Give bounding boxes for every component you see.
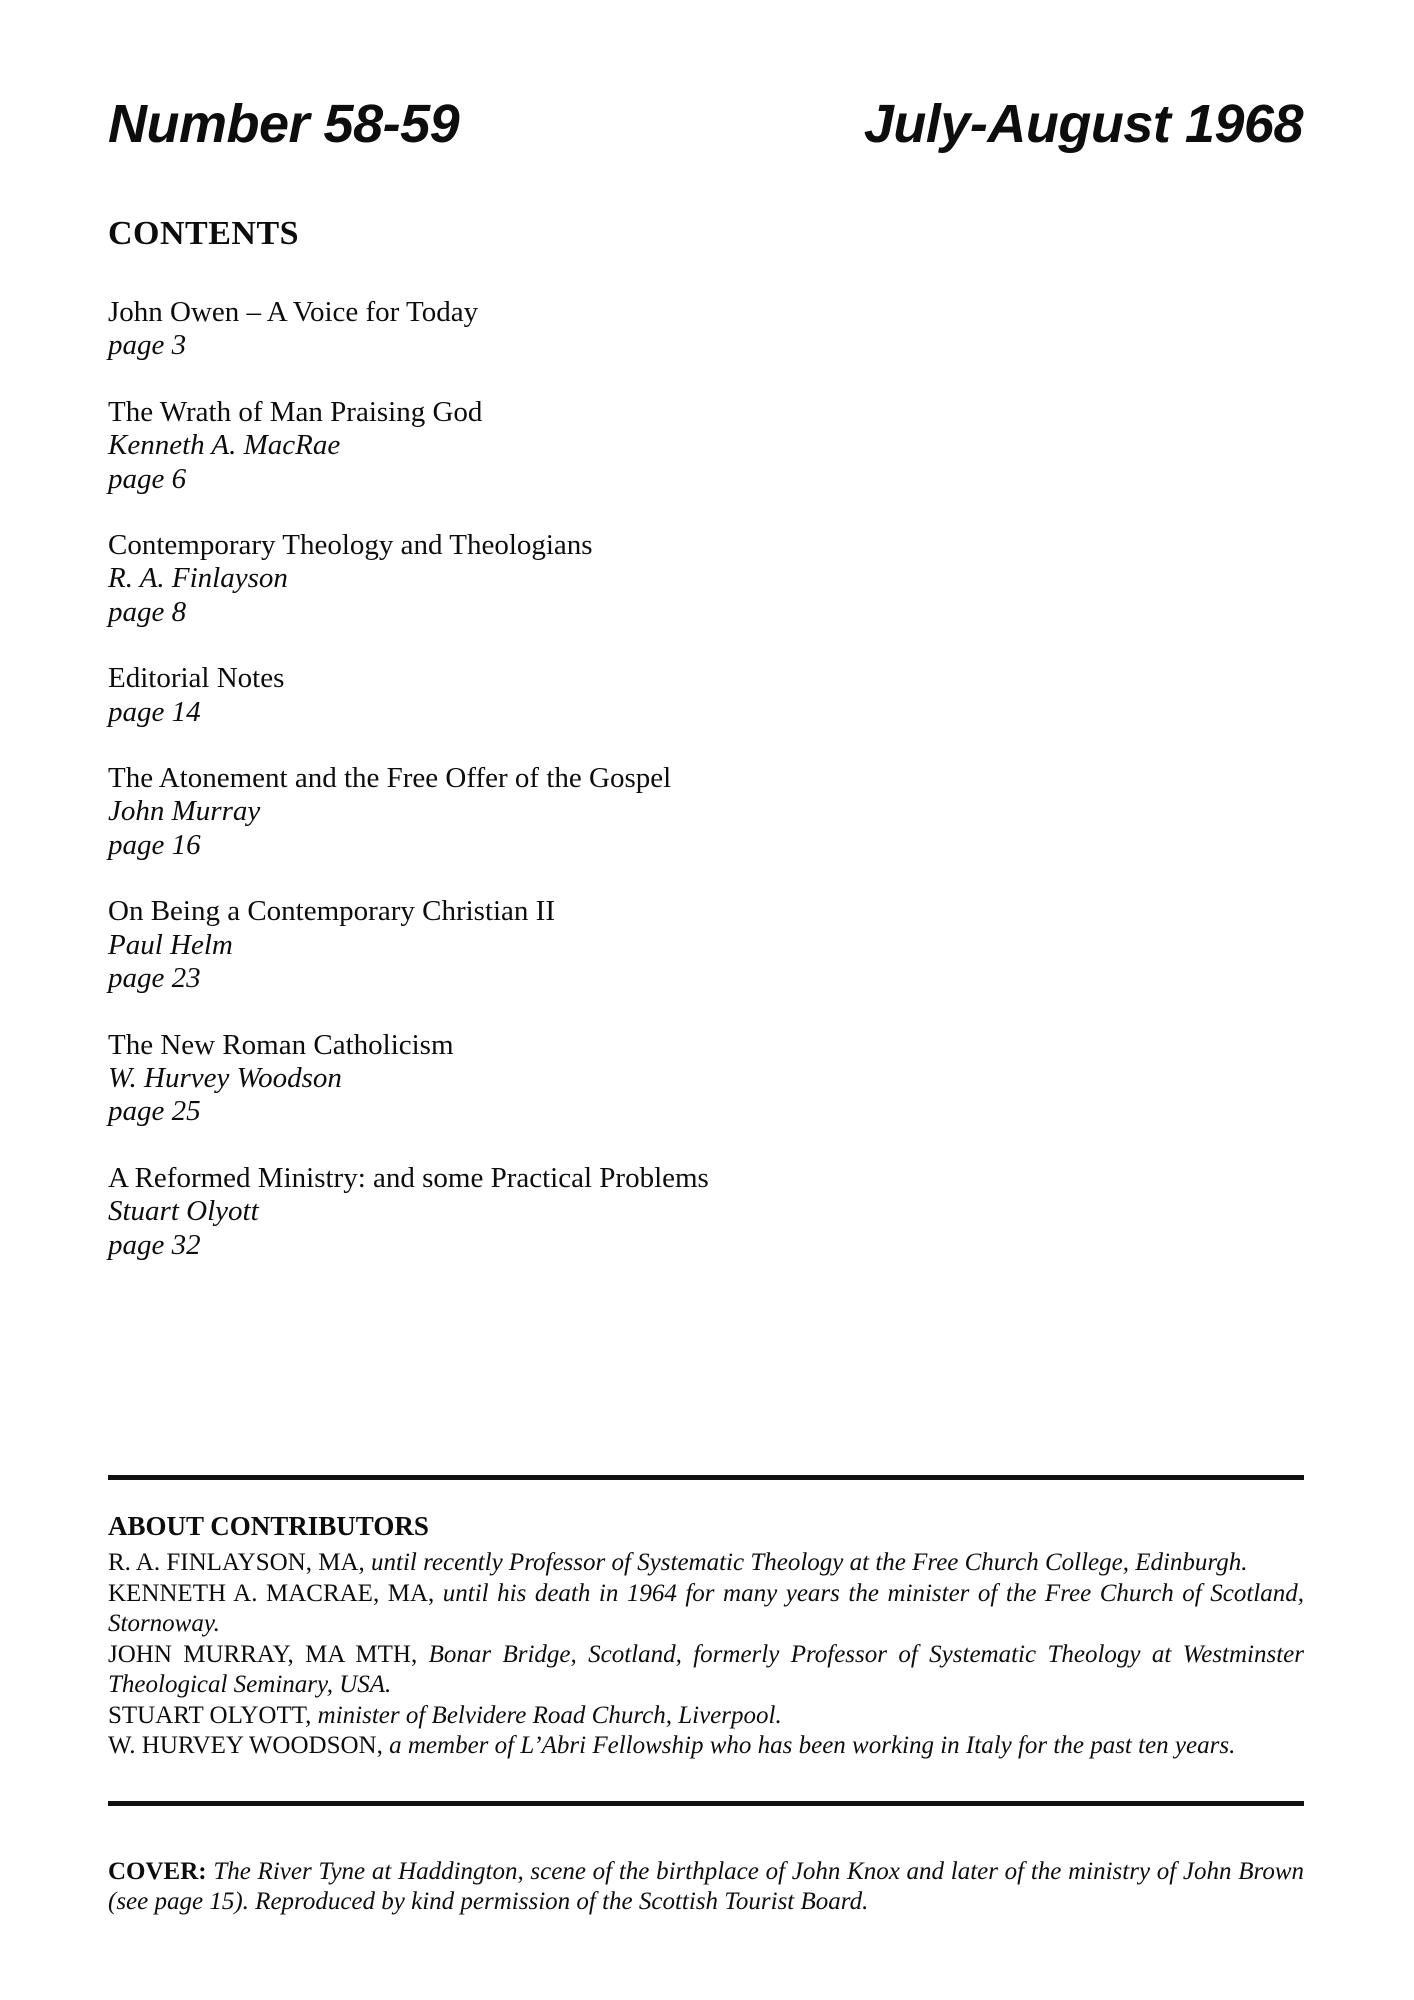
contributor-bio: a member of L’Abri Fellowship who has been working in Italy for the past ten years. xyxy=(389,1732,1236,1759)
article-title: The Wrath of Man Praising God xyxy=(108,395,483,428)
article-author: R. A. Finlayson xyxy=(108,562,288,595)
contributor-item xyxy=(108,1548,1304,1579)
issue-number: Number 58-59 xyxy=(108,94,460,154)
article-page-number: page 6 xyxy=(108,462,187,495)
article-page-number: page 16 xyxy=(108,828,201,861)
contributor-name: STUART OLYOTT, xyxy=(108,1701,312,1729)
article-author: Paul Helm xyxy=(108,928,233,961)
article-title: John Owen – A Voice for Today xyxy=(108,296,479,328)
article-page-number: page 14 xyxy=(108,695,201,728)
contents-entry xyxy=(108,396,1308,496)
contributor-item xyxy=(108,1640,1304,1701)
article-page-number: page 8 xyxy=(108,595,187,628)
table-of-contents xyxy=(108,296,1308,1262)
article-title: The New Roman Catholicism xyxy=(108,1028,454,1061)
cover-description: The River Tyne at Haddington, scene of the birthplace of John Knox and later of the ministry of John Brown (see page 15). Reproduced by kind permission of the Scottish Tourist Board. xyxy=(108,1858,1304,1915)
horizontal-rule-bottom xyxy=(108,1801,1304,1806)
article-author: Kenneth A. MacRae xyxy=(108,429,341,462)
article-title: Editorial Notes xyxy=(108,662,285,695)
contributor-name: R. A. FINLAYSON, MA, xyxy=(108,1549,365,1576)
contents-entry xyxy=(108,895,1308,995)
contributor-bio: Bonar Bridge, Scotland, formerly Professor of Systematic Theology at Westminster Theological Seminary, USA. xyxy=(108,1640,1305,1698)
contents-entry xyxy=(108,662,1308,729)
contents-entry xyxy=(108,762,1308,862)
contributor-name: JOHN MURRAY, MA MTH, xyxy=(108,1640,418,1668)
masthead xyxy=(108,93,1303,155)
article-page-number: page 23 xyxy=(108,962,201,995)
contents-entry xyxy=(108,1162,1308,1262)
contributor-bio: until his death in 1964 for many years the minister of the Free Church of Scotland, Stornoway. xyxy=(108,1579,1304,1637)
article-page-number: page 32 xyxy=(108,1228,201,1261)
article-author: John Murray xyxy=(108,795,261,828)
horizontal-rule-top xyxy=(108,1475,1304,1480)
contributor-name: KENNETH A. MACRAE, MA, xyxy=(108,1579,435,1607)
about-contributors-heading: ABOUT CONTRIBUTORS xyxy=(108,1511,429,1541)
contributor-name: W. HURVEY WOODSON, xyxy=(108,1732,383,1759)
article-page-number: page 25 xyxy=(108,1095,201,1128)
article-page-number: page 3 xyxy=(108,329,187,362)
article-title: A Reformed Ministry: and some Practical Problems xyxy=(108,1161,709,1194)
contributor-item xyxy=(108,1701,1304,1732)
contents-heading: CONTENTS xyxy=(108,215,300,252)
contents-entry xyxy=(108,529,1308,629)
issue-date: July-August 1968 xyxy=(863,94,1303,154)
contents-entry xyxy=(108,1029,1308,1129)
article-title: The Atonement and the Free Offer of the Gospel xyxy=(108,762,672,795)
contributor-item xyxy=(108,1579,1304,1640)
contents-entry xyxy=(108,296,1308,363)
article-title: On Being a Contemporary Christian II xyxy=(108,895,555,928)
article-title: Contemporary Theology and Theologians xyxy=(108,529,593,562)
contributor-bio: minister of Belvidere Road Church, Liverpool. xyxy=(317,1701,782,1729)
cover-label: COVER: xyxy=(108,1858,207,1885)
cover-note xyxy=(108,1857,1304,1917)
article-author: W. Hurvey Woodson xyxy=(108,1061,342,1094)
article-author: Stuart Olyott xyxy=(108,1195,259,1228)
contributors-list xyxy=(108,1548,1304,1762)
contributor-item xyxy=(108,1731,1304,1762)
contributor-bio: until recently Professor of Systematic Theology at the Free Church College, Edinburgh. xyxy=(371,1549,1248,1576)
